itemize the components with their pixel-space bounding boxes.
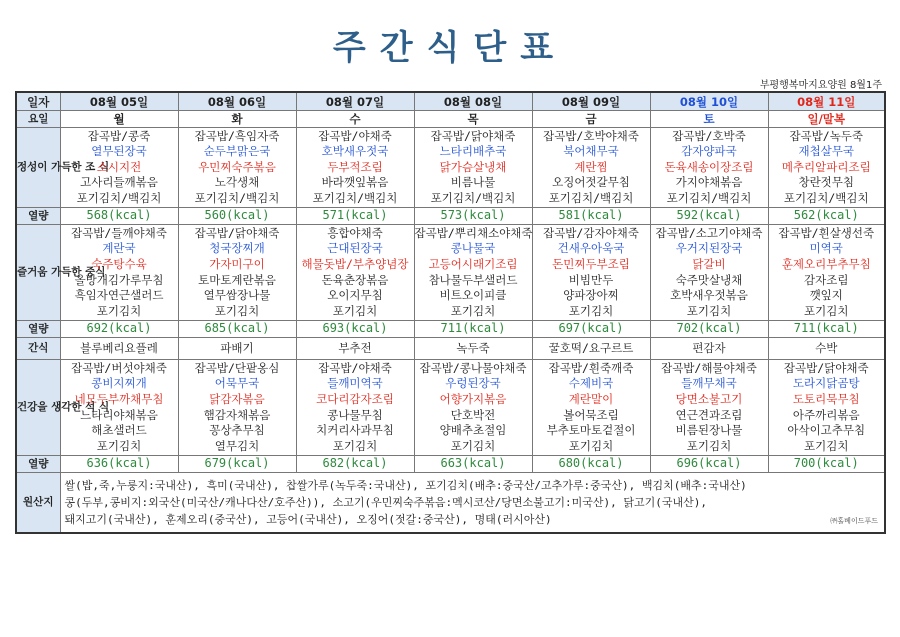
kcal-value: 636(kcal) xyxy=(60,456,178,473)
menu-item: 볼어묵조림 xyxy=(563,407,619,422)
menu-item: 잡곡밥/녹두죽 xyxy=(789,128,864,143)
origin-line: 쌀(밥,죽,누룽지:국내산), 흑미(국내산), 찹쌀가루(녹두죽:국내산), 포기김치(배추:중국산/고추가루:중국산), 백김치(배추:국내산) xyxy=(64,478,747,492)
kcal-value: 573(kcal) xyxy=(414,208,532,225)
date-cell: 08월 05일 xyxy=(60,92,178,111)
menu-cell xyxy=(414,360,532,456)
menu-item: 숙주맛살냉채 xyxy=(675,272,743,287)
snack-cell: 꿀호떡/요구르트 xyxy=(532,338,650,360)
menu-item: 네모두부까채무침 xyxy=(74,391,164,406)
lunch-label: 즐거움 가득한 중식 xyxy=(16,225,60,321)
menu-item: 계란국 xyxy=(102,241,136,256)
day-label: 요일 xyxy=(16,111,60,128)
menu-item: 잡곡밥/해물야채죽 xyxy=(661,360,757,375)
menu-item: 참나물두부샐러드 xyxy=(428,272,518,287)
kcal-value: 702(kcal) xyxy=(650,321,768,338)
menu-item: 콩나물국 xyxy=(450,241,496,256)
menu-cell xyxy=(178,128,296,208)
menu-item: 포기김치 xyxy=(214,303,260,318)
menu-item: 들깨무채국 xyxy=(681,376,737,391)
menu-item: 잡곡밥/닭야채죽 xyxy=(430,128,516,143)
snack-cell: 수박 xyxy=(768,338,885,360)
menu-cell xyxy=(60,225,178,321)
menu-item: 포기김치 xyxy=(450,303,496,318)
menu-item: 해물돗밥/부추양념장 xyxy=(301,256,409,271)
menu-cell xyxy=(296,225,414,321)
menu-item: 포기김치 xyxy=(568,438,614,453)
menu-item: 연근견과조림 xyxy=(675,407,743,422)
weekly-menu-table xyxy=(15,91,886,534)
menu-item: 도라지닭곰탕 xyxy=(792,376,860,391)
menu-item: 고사리들깨볶음 xyxy=(80,175,158,190)
org-label: 부평행복마지요양원 8월1주 xyxy=(759,80,882,91)
menu-item: 아삭이고추무침 xyxy=(787,423,866,438)
date-cell: 08월 10일 xyxy=(650,92,768,111)
supplier-stamp: ㈜홀베이드푸드 xyxy=(830,516,878,525)
snack-cell: 파배기 xyxy=(178,338,296,360)
kcal-label: 열량 xyxy=(16,456,60,473)
snack-cell: 블루베리요플레 xyxy=(60,338,178,360)
menu-item: 들깨미역국 xyxy=(327,376,383,391)
date-cell: 08월 06일 xyxy=(178,92,296,111)
menu-item: 잡곡밥/단팥옹심 xyxy=(194,360,280,375)
menu-item: 토마토계란볶음 xyxy=(198,272,276,287)
menu-item: 열무된장국 xyxy=(91,144,147,159)
menu-item: 잡곡밥/콩나물야채죽 xyxy=(419,360,527,375)
menu-item: 잡곡밥/야채죽 xyxy=(318,128,392,143)
menu-item: 어묵무국 xyxy=(214,376,260,391)
kcal-value: 693(kcal) xyxy=(296,321,414,338)
menu-item: 돈민찌두부조림 xyxy=(552,256,630,271)
menu-item: 포기김치 xyxy=(96,438,142,453)
menu-item: 당면소불고기 xyxy=(675,391,743,406)
day-cell: 월 xyxy=(60,111,178,128)
menu-item: 포기김치/백김치 xyxy=(548,190,634,205)
menu-item: 비름나물 xyxy=(450,175,496,190)
menu-item: 흑임자연근샐러드 xyxy=(74,288,164,303)
kcal-value: 711(kcal) xyxy=(414,321,532,338)
date-row xyxy=(16,92,885,111)
menu-item: 느타리배추국 xyxy=(439,144,507,159)
lunch-row xyxy=(16,225,885,321)
origin-label: 원산지 xyxy=(16,473,60,533)
menu-item: 잡곡밥/호박죽 xyxy=(672,128,746,143)
menu-item: 도토리묵무침 xyxy=(792,391,860,406)
menu-item: 포기김치 xyxy=(804,438,849,453)
menu-item: 계란찜 xyxy=(574,159,608,174)
kcal-label: 열량 xyxy=(16,321,60,338)
menu-cell xyxy=(532,360,650,456)
menu-item: 호박새우젓국 xyxy=(321,144,389,159)
menu-item: 오징어젓갈무침 xyxy=(552,175,630,190)
date-label: 일자 xyxy=(16,92,60,111)
dinner-label: 건강을 생각한 석 식 xyxy=(16,360,60,456)
menu-item: 단호박전 xyxy=(450,407,496,422)
kcal-value: 560(kcal) xyxy=(178,208,296,225)
snack-row xyxy=(16,338,885,360)
kcal-value: 711(kcal) xyxy=(768,321,885,338)
menu-item: 포기김치/백김치 xyxy=(194,190,280,205)
menu-cell xyxy=(768,128,885,208)
snack-cell: 편감자 xyxy=(650,338,768,360)
menu-item: 닭가슴살냉채 xyxy=(439,159,507,174)
day-cell: 화 xyxy=(178,111,296,128)
menu-item: 해초샐러드 xyxy=(91,423,147,438)
kcal-value: 592(kcal) xyxy=(650,208,768,225)
menu-item: 비빔만두 xyxy=(568,272,614,287)
menu-item: 아주까리볶음 xyxy=(792,407,860,422)
menu-item: 잡곡밥/흰살생선죽 xyxy=(778,225,875,240)
menu-item: 포기김치/백김치 xyxy=(312,190,398,205)
menu-item: 청국장찌개 xyxy=(209,241,265,256)
kcal-value: 700(kcal) xyxy=(768,456,885,473)
origin-line: 콩(두부,콩비지:외국산(미국산/캐나다산/호주산)), 소고기(우민찌숙주볶음:멕시코산/당면소불고기:미국산), 닭고기(국내산), xyxy=(64,495,707,509)
kcal-value: 581(kcal) xyxy=(532,208,650,225)
menu-item: 잡곡밥/소고기야채죽 xyxy=(655,225,763,240)
menu-item: 바라깻잎볶음 xyxy=(321,175,389,190)
menu-item: 콩나물무침 xyxy=(327,407,383,422)
menu-item: 포기김치 xyxy=(332,438,378,453)
menu-item: 가지야채볶음 xyxy=(675,175,743,190)
breakfast-label: 정성이 가득한 조 식 xyxy=(16,128,60,208)
origin-text xyxy=(60,473,885,533)
menu-cell xyxy=(178,360,296,456)
snack-label: 간식 xyxy=(16,338,60,360)
menu-item: 숙주탕수육 xyxy=(91,256,147,271)
kcal-value: 571(kcal) xyxy=(296,208,414,225)
day-cell: 일/말복 xyxy=(768,111,885,128)
menu-cell xyxy=(532,225,650,321)
menu-cell xyxy=(650,128,768,208)
menu-item: 잡곡밥/야채죽 xyxy=(318,360,392,375)
menu-item: 잡곡밥/닭야채죽 xyxy=(783,360,869,375)
menu-item: 돈육새송이장조림 xyxy=(664,159,754,174)
menu-item: 오이지무침 xyxy=(327,288,383,303)
kcal-value: 679(kcal) xyxy=(178,456,296,473)
menu-item: 잡곡밥/흑임자죽 xyxy=(194,128,280,143)
menu-item: 우거지된장국 xyxy=(675,241,743,256)
menu-item: 수제비국 xyxy=(568,376,614,391)
kcal-value: 568(kcal) xyxy=(60,208,178,225)
menu-item: 열무김치 xyxy=(214,438,260,453)
menu-cell xyxy=(414,225,532,321)
menu-item: 잡곡밥/닭야채죽 xyxy=(194,225,280,240)
menu-item: 잡곡밥/감자야채죽 xyxy=(543,225,639,240)
menu-cell xyxy=(414,128,532,208)
menu-item: 두부적조림 xyxy=(327,159,383,174)
kcal-value: 663(kcal) xyxy=(414,456,532,473)
date-cell: 08월 07일 xyxy=(296,92,414,111)
menu-item: 잡곡밥/버섯야채죽 xyxy=(71,360,167,375)
menu-item: 비트오이피클 xyxy=(439,288,507,303)
menu-item: 호박새우젓볶음 xyxy=(670,288,748,303)
menu-item: 어향가지볶음 xyxy=(439,391,507,406)
lunch-kcal-row xyxy=(16,321,885,338)
menu-item: 깻잎지 xyxy=(809,288,843,303)
origin-row xyxy=(16,473,885,533)
menu-item: 치커리사과무침 xyxy=(316,423,394,438)
origin-line: 돼지고기(국내산), 훈제오리(중국산), 고등어(국내산), 오징어(젓갈:중국산), 명태(러시아산) xyxy=(64,512,552,526)
kcal-value: 562(kcal) xyxy=(768,208,885,225)
menu-item: 닭갈비 xyxy=(692,256,726,271)
menu-item: 닭감자볶음 xyxy=(209,391,265,406)
day-cell: 금 xyxy=(532,111,650,128)
kcal-value: 680(kcal) xyxy=(532,456,650,473)
menu-cell xyxy=(532,128,650,208)
menu-item: 고등어시래기조림 xyxy=(428,256,518,271)
day-cell: 토 xyxy=(650,111,768,128)
day-cell: 목 xyxy=(414,111,532,128)
menu-item: 포기김치/백김치 xyxy=(666,190,752,205)
menu-item: 부추토마토겉절이 xyxy=(546,423,636,438)
menu-item: 돈육춘장볶음 xyxy=(321,272,389,287)
kcal-value: 696(kcal) xyxy=(650,456,768,473)
menu-item: 포기김치 xyxy=(332,303,378,318)
dinner-kcal-row xyxy=(16,456,885,473)
menu-item: 재첩살무국 xyxy=(798,144,855,159)
menu-item: 잡곡밥/호박야채죽 xyxy=(543,128,639,143)
menu-item: 포기김치 xyxy=(686,438,732,453)
menu-item: 소시지전 xyxy=(96,159,142,174)
menu-item: 햄감자채볶음 xyxy=(203,407,271,422)
menu-item: 꽁상추무침 xyxy=(209,423,265,438)
menu-item: 포기김치/백김치 xyxy=(76,190,162,205)
menu-item: 감자양파국 xyxy=(681,144,737,159)
menu-item: 노각생채 xyxy=(214,175,260,190)
menu-item: 근대된장국 xyxy=(327,241,383,256)
menu-item: 건새우아욱국 xyxy=(557,241,625,256)
menu-item: 잡곡밥/뿌리채소야채죽 xyxy=(414,225,533,240)
menu-item: 양배추초절임 xyxy=(439,423,507,438)
date-cell: 08월 08일 xyxy=(414,92,532,111)
menu-item: 메추리알파리조림 xyxy=(781,159,871,174)
kcal-label: 열량 xyxy=(16,208,60,225)
menu-item: 포기김치 xyxy=(686,303,732,318)
menu-item: 잡곡밥/콩죽 xyxy=(87,128,151,143)
snack-cell: 녹두죽 xyxy=(414,338,532,360)
menu-item: 포기김치 xyxy=(568,303,614,318)
menu-item: 순두부맑은국 xyxy=(203,144,271,159)
kcal-value: 692(kcal) xyxy=(60,321,178,338)
menu-item: 포기김치 xyxy=(804,303,849,318)
kcal-value: 685(kcal) xyxy=(178,321,296,338)
menu-item: 포기김치/백김치 xyxy=(430,190,516,205)
menu-item: 잡곡밥/흰죽깨죽 xyxy=(548,360,634,375)
menu-item: 우민찌숙주볶음 xyxy=(198,159,276,174)
snack-cell: 부추전 xyxy=(296,338,414,360)
menu-item: 열무쌈장나물 xyxy=(203,288,271,303)
kcal-value: 682(kcal) xyxy=(296,456,414,473)
menu-item: 훈제오리부추무침 xyxy=(781,256,871,271)
menu-item: 계란말이 xyxy=(568,391,614,406)
day-row xyxy=(16,111,885,128)
menu-item: 우렁된장국 xyxy=(445,376,501,391)
date-cell: 08월 11일 xyxy=(768,92,885,111)
menu-cell xyxy=(768,225,885,321)
menu-item: 콩비지찌개 xyxy=(91,376,147,391)
menu-cell xyxy=(768,360,885,456)
menu-item: 코다리감자조림 xyxy=(316,391,394,406)
menu-item: 포기김치 xyxy=(96,303,142,318)
menu-item: 감자조림 xyxy=(804,272,849,287)
menu-item: 느타리야채볶음 xyxy=(80,407,158,422)
menu-item: 북어채무국 xyxy=(563,144,619,159)
menu-item: 흥합야채죽 xyxy=(327,225,383,240)
date-cell: 08월 09일 xyxy=(532,92,650,111)
menu-cell xyxy=(296,128,414,208)
menu-item: 잡곡밥/들깨야채죽 xyxy=(71,225,167,240)
menu-item: 미역국 xyxy=(809,241,843,256)
menu-item: 포기김치/백김치 xyxy=(783,190,869,205)
menu-cell xyxy=(650,360,768,456)
menu-item: 가자미구이 xyxy=(209,256,265,271)
menu-cell xyxy=(296,360,414,456)
menu-cell xyxy=(650,225,768,321)
page-title: 주간식단표 xyxy=(332,28,568,68)
kcal-value: 697(kcal) xyxy=(532,321,650,338)
menu-item: 양파장아찌 xyxy=(563,288,619,303)
menu-item: 포기김치 xyxy=(450,438,496,453)
breakfast-row xyxy=(16,128,885,208)
menu-item: 올방개김가루무침 xyxy=(74,272,164,287)
dinner-row xyxy=(16,360,885,456)
breakfast-kcal-row xyxy=(16,208,885,225)
day-cell: 수 xyxy=(296,111,414,128)
menu-item: 창란젓무침 xyxy=(798,175,855,190)
menu-cell xyxy=(178,225,296,321)
menu-item: 비름된장나물 xyxy=(675,423,743,438)
